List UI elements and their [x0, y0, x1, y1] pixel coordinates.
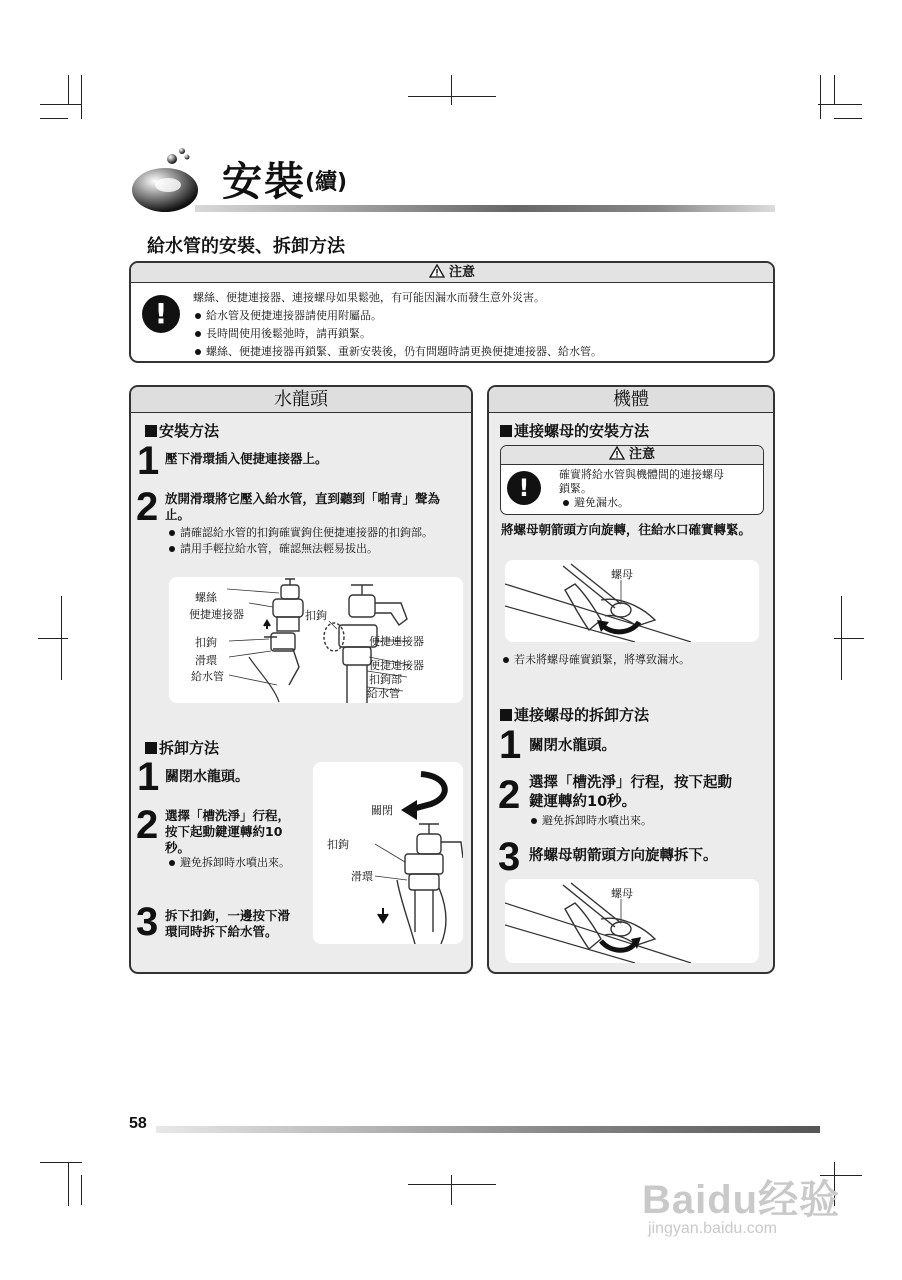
faucet-install-illustration [169, 577, 463, 703]
install-step2-line1: 放開滑環將它壓入給水管，直到聽到「啪青」聲為 [165, 491, 441, 506]
step-number: 3 [498, 835, 521, 879]
label-hose-b: 給水管 [367, 687, 400, 700]
caution-text [193, 289, 602, 361]
label-connector-b: 便捷連接器 [369, 635, 424, 648]
step-number: 1 [137, 755, 160, 799]
nut-caution-line2: 鎖緊。 [559, 482, 592, 495]
label-screw: 螺絲 [195, 591, 217, 604]
remove-step3-line2: 環同時拆下給水管。 [165, 924, 278, 939]
faucet-remove-drawing [313, 762, 463, 944]
warning-triangle-icon [429, 264, 445, 278]
faucet-panel-title: 水龍頭 [131, 387, 471, 413]
nut-remove-step1: 關閉水龍頭。 [529, 738, 616, 754]
exclamation-icon: ! [142, 295, 180, 333]
nut-remove-step3: 將螺母朝箭頭方向旋轉拆下。 [529, 848, 718, 864]
caution-bullet: 長時間使用後鬆弛時，請再鎖緊。 [193, 325, 602, 343]
watermark-logo: Baidu经验 [642, 1178, 841, 1222]
header-rule [195, 205, 775, 212]
watermark [640, 1150, 880, 1250]
label-connector: 便捷連接器 [189, 608, 244, 621]
remove-step2-note: 避免拆卸時水噴出來。 [167, 855, 290, 871]
faucet-remove-illustration [313, 762, 463, 944]
caution-bullet: 螺絲、便捷連接器再鎖緊、重新安裝後，仍有問題時請更換便捷連接器、給水管。 [193, 343, 602, 361]
label-nut: 螺母 [611, 887, 633, 900]
nut-install-heading: 連接螺母的安裝方法 [500, 420, 649, 441]
body-panel-title: 機體 [489, 387, 773, 413]
install-heading: 安裝方法 [145, 420, 219, 441]
nut-remove-heading: 連接螺母的拆卸方法 [500, 704, 649, 725]
label-slide-ring: 滑環 [351, 870, 373, 883]
install-note: 請用手輕拉給水管，確認無法輕易拔出。 [167, 541, 378, 557]
caution-bullet: 給水管及便捷連接器請使用附屬品。 [193, 307, 602, 325]
label-close: 關閉 [371, 804, 393, 817]
install-note: 請確認給水管的扣鉤確實鉤住便捷連接器的扣鉤部。 [167, 525, 433, 541]
nut-remove-illustration [505, 879, 759, 963]
label-nut: 螺母 [611, 568, 633, 581]
nut-caution-header [501, 446, 763, 465]
label-hook: 扣鉤 [195, 636, 217, 649]
exclamation-icon: ! [507, 471, 541, 505]
caution-label: 注意 [448, 265, 475, 280]
remove-step3-line1: 拆下扣鉤，一邊按下滑 [165, 908, 291, 923]
page-subtitle: (續) [305, 170, 348, 195]
nut-caution-label: 注意 [628, 447, 655, 462]
install-step1: 壓下滑環插入便捷連接器上。 [165, 451, 328, 466]
nut-remove-step2-note: 避免拆卸時水噴出來。 [529, 813, 652, 829]
nut-install-after-note: 若未將螺母確實鎖緊，將導致漏水。 [501, 652, 690, 668]
nut-remove-step2-line1: 選擇「槽洗淨」行程，按下起動 [529, 775, 732, 791]
remove-heading: 拆卸方法 [145, 737, 219, 758]
caution-main: 螺絲、便捷連接器、連接螺母如果鬆弛，有可能因漏水而發生意外災害。 [193, 291, 545, 304]
nut-remove-step2-line2: 鍵運轉約10秒。 [529, 794, 637, 810]
body-panel [487, 385, 775, 974]
label-hook: 扣鉤 [327, 838, 349, 851]
step-number: 2 [136, 803, 159, 847]
faucet-panel [129, 385, 473, 974]
watermark-url: jingyan.baidu.com [648, 1220, 777, 1237]
step-number: 2 [498, 773, 521, 817]
nut-install-instruction: 將螺母朝箭頭方向旋轉，往給水口確實轉緊。 [501, 522, 752, 537]
page-title: 安裝 [222, 159, 306, 205]
caution-box [129, 261, 775, 363]
footer-rule [156, 1126, 820, 1133]
label-hose: 給水管 [191, 670, 224, 683]
remove-step2-line3: 秒。 [165, 840, 191, 855]
nut-caution-box [500, 445, 764, 515]
section-title: 給水管的安裝、拆卸方法 [147, 236, 345, 257]
label-slide-ring: 滑環 [195, 654, 217, 667]
step-number: 1 [499, 723, 522, 767]
remove-step1: 關閉水龍頭。 [165, 769, 249, 785]
warning-triangle-icon [609, 446, 625, 460]
install-step2-line2: 止。 [165, 507, 191, 522]
caution-header [131, 263, 773, 283]
page-number: 58 [129, 1115, 147, 1132]
label-connector-c: 便捷連接器 [369, 659, 424, 672]
label-hook-part: 扣鉤部 [369, 673, 402, 686]
step-number: 1 [137, 439, 160, 483]
remove-step2-line2: 按下起動鍵運轉約10 [165, 824, 283, 839]
nut-install-illustration [505, 560, 759, 642]
label-hook-b: 扣鉤 [305, 609, 327, 622]
step-number: 3 [136, 900, 159, 944]
step-number: 2 [136, 485, 159, 529]
nut-caution-note: 避免漏水。 [561, 496, 629, 510]
nut-caution-line1: 確實將給水管與機體間的連接螺母 [559, 468, 724, 481]
remove-step2-line1: 選擇「槽洗淨」行程， [165, 808, 291, 823]
